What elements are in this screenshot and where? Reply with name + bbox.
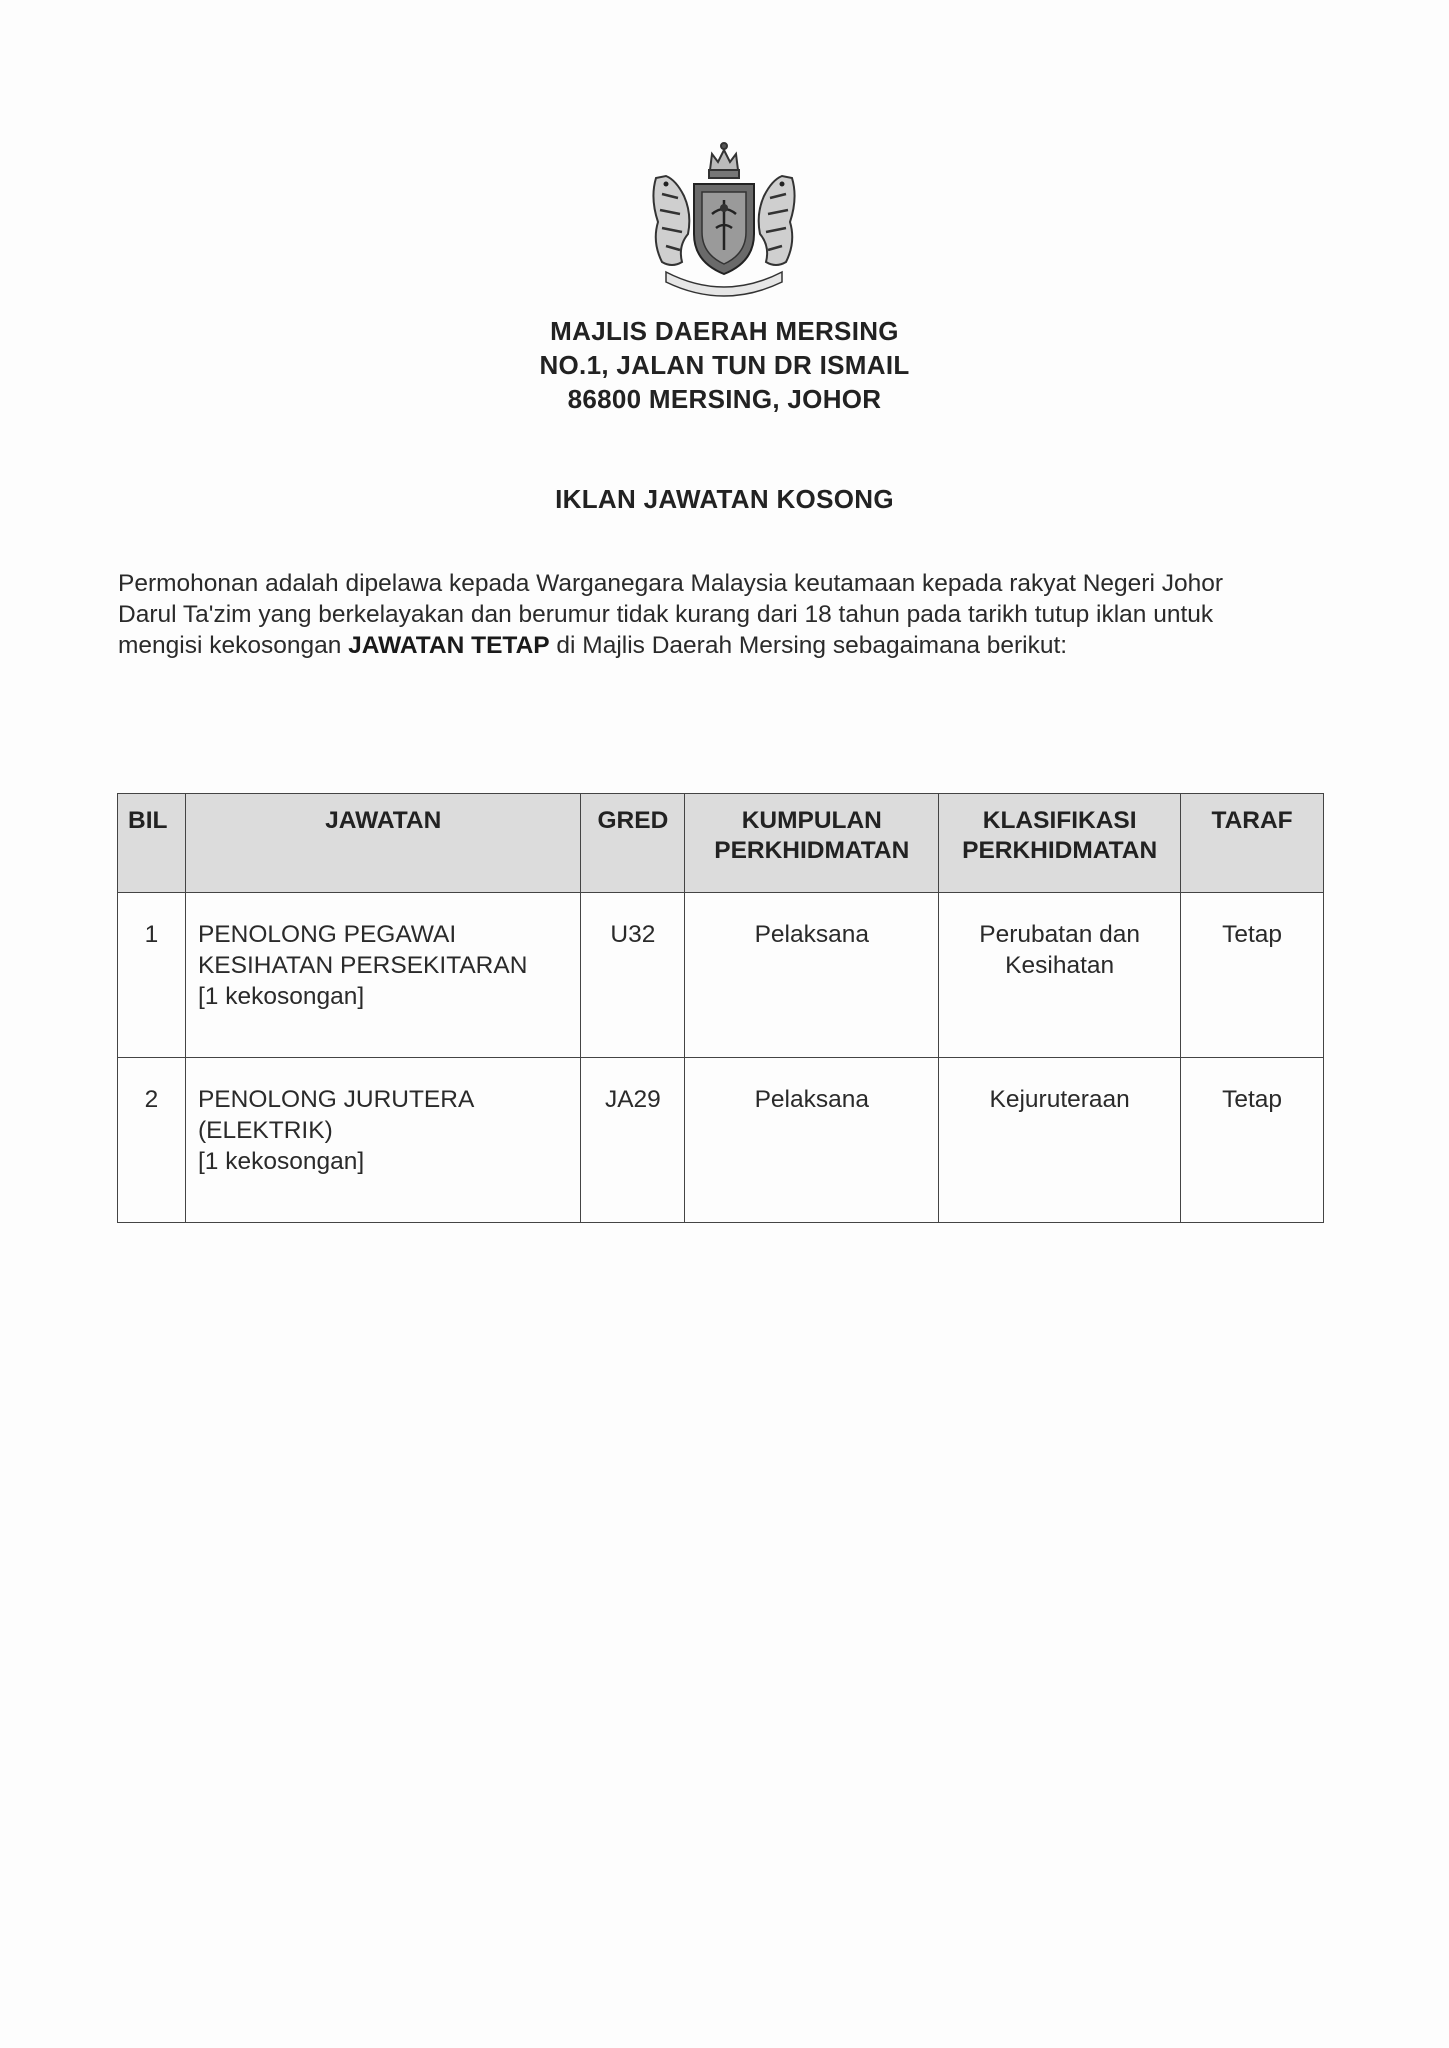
document-title: IKLAN JAWATAN KOSONG [555, 484, 894, 514]
cell-klasifikasi [939, 1058, 1181, 1223]
cell-gred: JA29 [581, 1058, 685, 1223]
cell-taraf: Tetap [1181, 1058, 1324, 1223]
council-street-address: NO.1, JALAN TUN DR ISMAIL [539, 350, 910, 380]
cell-bil: 2 [118, 1058, 186, 1223]
cell-klasifikasi-line-1: Kejuruteraan [989, 1086, 1130, 1113]
header-gred: GRED [581, 794, 685, 893]
cell-kumpulan: Pelaksana [685, 893, 939, 1058]
cell-jawatan-line-3: [1 kekosongan] [197, 1148, 365, 1175]
cell-jawatan-line-2: (ELEKTRIK) [197, 1117, 333, 1144]
header-bil: BIL [118, 794, 186, 893]
intro-line-2: Darul Ta'zim yang berkelayakan dan berumur tidak kurang dari 18 tahun pada tarikh tutup iklan untuk [118, 601, 1214, 628]
council-name: MAJLIS DAERAH MERSING [550, 316, 899, 346]
johor-coat-of-arms-icon [632, 138, 816, 298]
table-row [118, 1058, 1324, 1223]
header-klasifikasi-line-2: PERKHIDMATAN [962, 837, 1158, 864]
intro-emphasis: JAWATAN TETAP [348, 632, 550, 659]
table-row [118, 893, 1324, 1058]
cell-klasifikasi [939, 893, 1181, 1058]
cell-jawatan [185, 893, 580, 1058]
header-jawatan: JAWATAN [185, 794, 580, 893]
cell-kumpulan: Pelaksana [685, 1058, 939, 1223]
council-postcode-city: 86800 MERSING, JOHOR [567, 384, 882, 414]
cell-taraf: Tetap [1181, 893, 1324, 1058]
cell-jawatan-line-2: KESIHATAN PERSEKITARAN [197, 952, 528, 979]
intro-line-3-end: di Majlis Daerah Mersing sebagaimana berikut: [549, 632, 1068, 659]
cell-jawatan-line-1: PENOLONG PEGAWAI [197, 921, 457, 948]
header-klasifikasi-line-1: KLASIFIKASI [982, 807, 1137, 834]
cell-klasifikasi-line-2: Kesihatan [1005, 952, 1115, 979]
intro-line-3 [118, 630, 1338, 661]
header-taraf: TARAF [1181, 794, 1324, 893]
cell-jawatan-line-3: [1 kekosongan] [197, 983, 365, 1010]
intro-line-3-start: mengisi kekosongan [118, 632, 349, 659]
header-kumpulan [685, 794, 939, 893]
header-kumpulan-line-2: PERKHIDMATAN [714, 837, 910, 864]
cell-jawatan-line-1: PENOLONG JURUTERA [197, 1086, 475, 1113]
cell-klasifikasi-line-1: Perubatan dan [979, 921, 1141, 948]
cell-jawatan [185, 1058, 580, 1223]
cell-bil: 1 [118, 893, 186, 1058]
table-header-row [118, 794, 1324, 893]
letterhead [0, 314, 1449, 416]
header-kumpulan-line-1: KUMPULAN [741, 807, 882, 834]
intro-paragraph [118, 568, 1338, 661]
vacancy-table [117, 793, 1324, 1223]
cell-gred: U32 [581, 893, 685, 1058]
header-klasifikasi [939, 794, 1181, 893]
intro-line-1: Permohonan adalah dipelawa kepada Warganegara Malaysia keutamaan kepada rakyat Negeri Johor [118, 570, 1224, 597]
